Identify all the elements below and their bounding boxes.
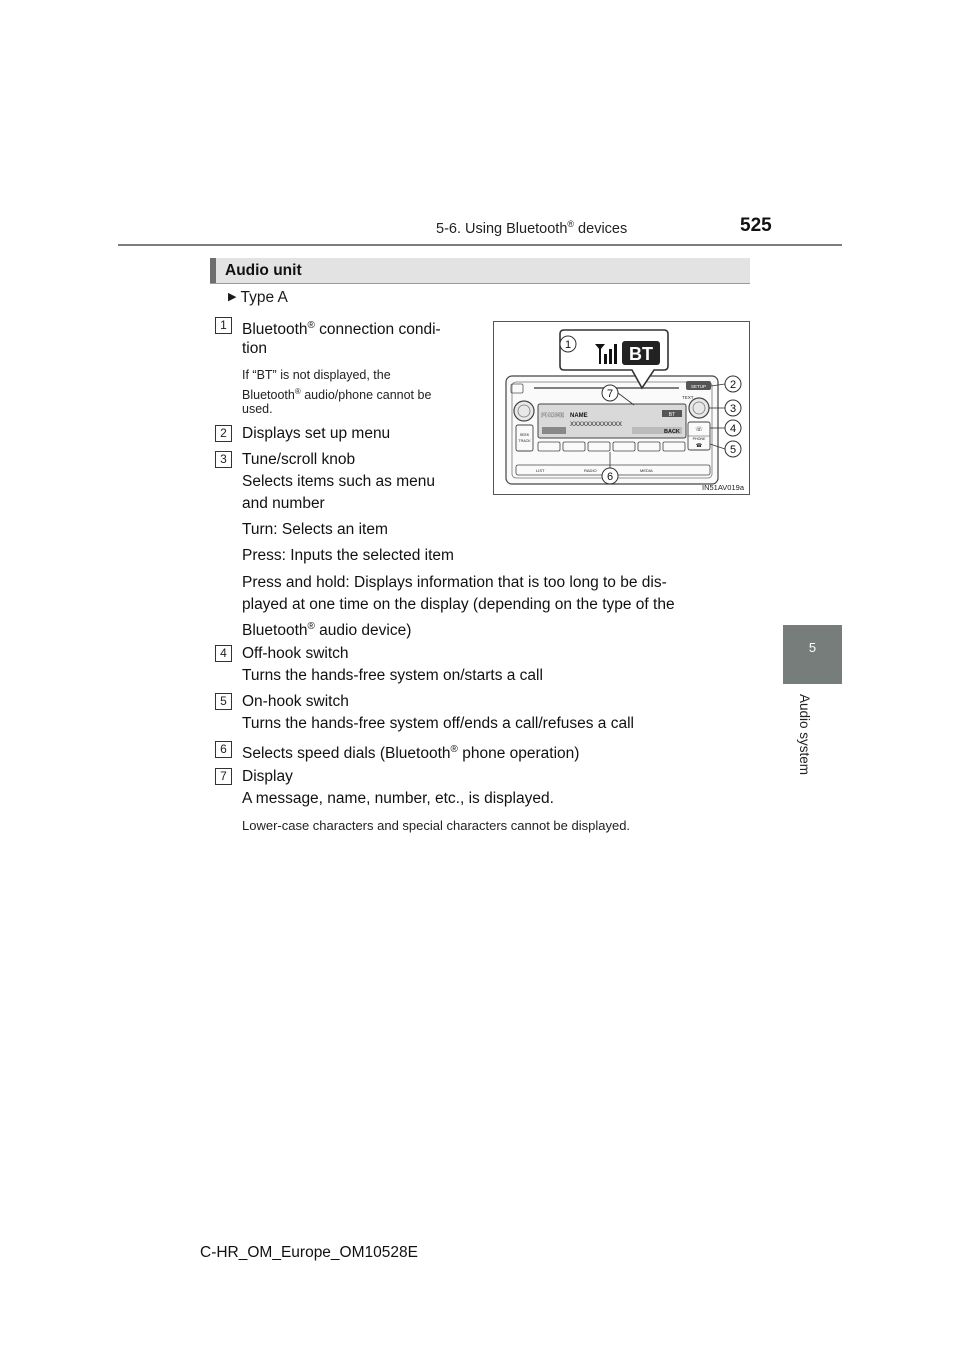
item-6-title: [242, 739, 579, 765]
callout-1: 1: [564, 339, 572, 351]
item-1-title-b: connection condi-: [314, 321, 441, 339]
registered-mark: ®: [307, 621, 315, 632]
item-1-title-a: Bluetooth: [242, 321, 308, 339]
item-number-5: 5: [215, 693, 232, 710]
off-hook-icon: ☏: [695, 427, 703, 433]
item-4-title: Off-hook switch: [242, 645, 349, 662]
registered-mark: ®: [450, 744, 458, 755]
list-label: LIST: [536, 468, 545, 473]
item-1-title-cont: tion: [242, 340, 267, 357]
section-prefix: 5-6. Using Bluetooth: [436, 220, 568, 237]
chapter-title: Audio system: [797, 694, 812, 776]
item-3-press: Press: Inputs the selected item: [242, 547, 454, 564]
section-suffix: devices: [574, 220, 628, 237]
item-1-note-line2: [242, 384, 478, 403]
triangle-bullet-icon: ▶: [228, 291, 237, 303]
item-number-4: 4: [215, 645, 232, 662]
header-divider: [118, 244, 842, 246]
chapter-number: 5: [808, 640, 817, 655]
display-number-label: XXXXXXXXXXXXX: [570, 422, 623, 428]
item-4-desc: Turns the hands-free system on/starts a call: [242, 667, 543, 684]
type-label: [228, 289, 288, 307]
section-title: Audio unit: [225, 262, 302, 279]
item-number-3: 3: [215, 451, 232, 468]
callout-6: 6: [606, 471, 614, 483]
item-7-note: Lower-case characters and special characters cannot be displayed.: [242, 818, 631, 833]
radio-label: RADIO: [584, 468, 597, 473]
display-back-label: BACK: [664, 429, 680, 435]
item-6-title-a: Selects speed dials (Bluetooth: [242, 745, 451, 763]
media-label: MEDIA: [640, 468, 653, 473]
phone-btn-label: PHONE: [692, 437, 706, 441]
item-3-hold-line2: played at one time on the display (depending on the type of the: [242, 596, 675, 613]
display-name-label: NAME: [570, 413, 588, 419]
chapter-tab: [783, 625, 842, 684]
callout-3: 3: [729, 403, 737, 415]
item-number-1: 1: [215, 317, 232, 334]
display-phone-label: PHONE: [541, 412, 565, 419]
item-1-note-c: audio/phone cannot be: [300, 388, 432, 403]
audio-unit-illustration: [493, 321, 750, 495]
item-number-7: 7: [215, 768, 232, 785]
tune-scroll-knob: [689, 398, 709, 418]
track-label: TRACK: [518, 439, 531, 443]
display-source-box: [542, 427, 566, 434]
bt-indicator-label: BT: [629, 344, 653, 364]
item-3-hold-d: audio device): [314, 622, 412, 640]
item-1-note-b: Bluetooth: [242, 388, 295, 403]
item-5-title: On-hook switch: [242, 693, 349, 710]
registered-mark: ®: [307, 320, 315, 331]
callout-4: 4: [729, 423, 737, 435]
on-hook-icon: ☎: [695, 443, 703, 449]
setup-label: SETUP: [690, 384, 707, 389]
callout-7: 7: [606, 388, 614, 400]
callout-5: 5: [729, 444, 737, 456]
item-1-note-line1: If “BT” is not displayed, the: [242, 368, 391, 382]
item-3-hold-line3: [242, 616, 411, 642]
item-3-hold-c: Bluetooth: [242, 622, 308, 640]
item-1-title: [242, 315, 478, 341]
seek-label: SEEK: [519, 433, 530, 437]
section-header: [436, 219, 627, 237]
item-3-desc-line1: Selects items such as menu: [242, 473, 435, 490]
item-5-desc: Turns the hands-free system off/ends a call/refuses a call: [242, 715, 634, 732]
section-bar-underline: [210, 283, 750, 284]
item-1-note-line3: used.: [242, 402, 273, 416]
section-title-bar: [210, 258, 750, 284]
item-number-2: 2: [215, 425, 232, 442]
callout-2: 2: [729, 379, 737, 391]
item-3-hold-line1: Press and hold: Displays information that is too long to be dis-: [242, 574, 667, 591]
figure-code: IN51AV019a: [702, 483, 744, 492]
item-7-desc: A message, name, number, etc., is displayed.: [242, 790, 554, 807]
document-footer: C-HR_OM_Europe_OM10528E: [200, 1244, 418, 1261]
item-7-title: Display: [242, 768, 293, 785]
item-3-desc-line2: and number: [242, 495, 325, 512]
volume-knob-left: [514, 401, 534, 421]
item-3-title: Tune/scroll knob: [242, 451, 356, 468]
type-text: Type A: [240, 289, 288, 306]
registered-mark: ®: [567, 219, 575, 229]
registered-mark: ®: [294, 387, 301, 396]
item-number-6: 6: [215, 741, 232, 758]
item-3-turn: Turn: Selects an item: [242, 521, 388, 538]
chapter-title-tab: [783, 690, 842, 900]
audio-unit-drawing: [494, 322, 749, 494]
item-6-title-b: phone operation): [457, 745, 580, 763]
display-bt-label: BT: [668, 412, 676, 418]
text-label: TEXT: [682, 395, 694, 400]
page-number: 525: [740, 215, 772, 236]
item-2-title: Displays set up menu: [242, 425, 391, 442]
